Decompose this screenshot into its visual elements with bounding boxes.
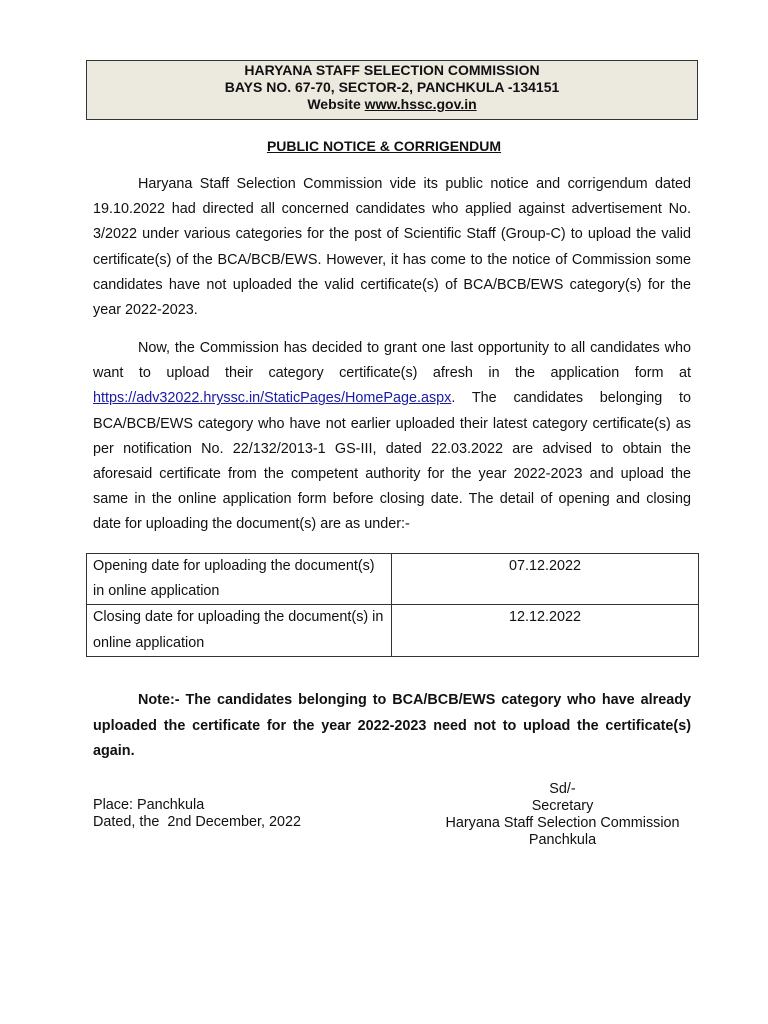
- paragraph-previous-notice-text: Haryana Staff Selection Commission vide its public notice and corrigendum dated 19.10.2022 had directed all concerned candidates who applied against advertisement No. 3/2022 under various categories for the post of Scientific Staff (Group-C) to upload the valid certificate(s) of the BCA/BCB/EWS. However, it has come to the notice of Commission some candidates have not uploaded the valid certificate(s) of BCA/BCB/EWS category(s) for the year 2022-2023.: [93, 176, 691, 319]
- signature-block: [420, 781, 705, 849]
- note-text: Note:- The candidates belonging to BCA/BCB/EWS category who have already uploaded the certificate for the year 2022-2023 need not to upload the certificate(s) again.: [93, 692, 691, 759]
- place-text: Place: Panchkula: [93, 797, 205, 813]
- closing-date-value: 12.12.2022: [392, 605, 699, 656]
- upload-dates-table: [86, 553, 699, 657]
- table-row: [87, 554, 699, 605]
- closing-date-label: Closing date for uploading the document(s) in online application: [87, 605, 392, 656]
- notice-title: [0, 138, 768, 155]
- commission-address: BAYS NO. 67-70, SECTOR-2, PANCHKULA -134151: [224, 79, 560, 95]
- website-link[interactable]: www.hssc.gov.in: [364, 96, 477, 112]
- commission-website: [87, 96, 697, 113]
- paragraph-details-text: . The candidates belonging to BCA/BCB/EWS category who have not earlier uploaded their latest category certificate(s) as per notification No. 22/132/2013-1 GS-III, dated 22.03.2022 are advised to obtain the aforesaid certificate from the competent authority for the year 2022-2023 and upload the same in the online application form before closing date. The detail of opening and closing date for uploading the document(s) are as under:-: [93, 390, 691, 533]
- website-label: Website: [307, 96, 365, 112]
- signature-organisation: Haryana Staff Selection Commission: [445, 815, 680, 831]
- opening-date-value: 07.12.2022: [392, 554, 699, 605]
- notice-title-text: PUBLIC NOTICE & CORRIGENDUM: [266, 138, 502, 154]
- signature-city: Panchkula: [528, 832, 597, 848]
- signature-designation: Secretary: [531, 798, 594, 814]
- letterhead-box: [86, 60, 698, 120]
- signature-sd: Sd/-: [549, 781, 576, 797]
- date-text: Dated, the 2nd December, 2022: [93, 814, 302, 830]
- paragraph-last-opportunity: [93, 336, 691, 538]
- note-paragraph: [93, 688, 691, 765]
- paragraph-previous-notice: [93, 172, 691, 323]
- table-row: [87, 605, 699, 656]
- opening-date-label: Opening date for uploading the document(s) in online application: [87, 554, 392, 605]
- commission-name: HARYANA STAFF SELECTION COMMISSION: [244, 62, 540, 78]
- application-form-link[interactable]: https://adv32022.hryssc.in/StaticPages/HomePage.aspx: [93, 390, 452, 407]
- place-date-block: [93, 797, 301, 831]
- paragraph-intro-text: Now, the Commission has decided to grant one last opportunity to all candidates who want to upload their category certificate(s) afresh in the application form at: [93, 340, 691, 382]
